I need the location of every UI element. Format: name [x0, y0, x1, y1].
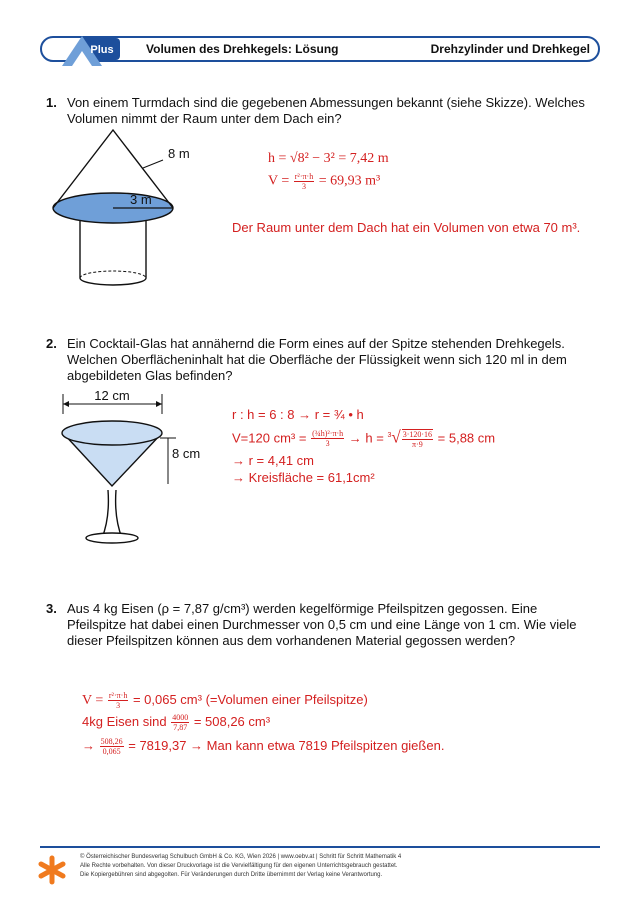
publisher-logo: [58, 34, 122, 68]
footer-divider: [40, 846, 600, 848]
answer-1: Der Raum unter dem Dach hat ein Volumen von etwa 70 m³.: [232, 220, 581, 235]
width-label: 12 cm: [94, 388, 130, 403]
cocktail-glass-sketch: [50, 388, 220, 548]
solution-1-volume: V = $\frac{\text{r²·π·h}}{3}$ = 69,93 m³: [268, 172, 381, 191]
question-number: 2.: [46, 336, 57, 351]
question-3-text: Aus 4 kg Eisen (ρ = 7,87 g/cm³) werden kegelförmige Pfeilspitzen gegossen. Eine Pfeilspitze hat dabei einen Durchmesser von 0,5 cm und eine Länge von 1 cm. Wie viele dieser Pfeilspitzen können aus dem vorhandenen Material gegossen werden?: [67, 601, 577, 648]
solution-3-volume: V = $\frac{\text{r²·π·h}}{3}$ = 0,065 cm³ (=Volumen einer Pfeilspitze): [82, 691, 368, 711]
question-1-text: Von einem Turmdach sind die gegebenen Abmessungen bekannt (siehe Skizze). Welches Volumen nimmt der Raum unter dem Dach ein?: [67, 95, 585, 126]
logo-text: Plus: [90, 44, 114, 56]
question-2-text: Ein Cocktail-Glas hat annähernd die Form eines auf der Spitze stehenden Drehkegels. Welchen Oberflächeninhalt hat die Oberfläche der Flüssigkeit wenn sich 120 ml in dem abgebildeten Glas befinden?: [67, 336, 567, 383]
slant-label: 8 m: [168, 146, 190, 161]
publisher-star-icon: [38, 855, 66, 885]
question-number: 3.: [46, 601, 57, 616]
height-label: 8 cm: [172, 446, 201, 461]
question-number: 1.: [46, 95, 57, 110]
page-title: Volumen des Drehkegels: Lösung: [146, 42, 339, 56]
solution-2-ratio: r : h = 6 : 8 → r = ¾ • h: [232, 407, 364, 422]
footer-copyright: © Österreichischer Bundesverlag Schulbuch GmbH & Co. KG, Wien 2026 | www.oebv.at | Schritt für Schritt Mathematik 4 Alle Rechte vorbehalten. Von dieser Druckvorlage ist die Vervielfältigung für den eigenen Unterrichtsgebrauch gestattet. Die Kopiergebühren sind abgegolten. Für Veränderungen durch Dritte übernimmt der Verlag keine Verantwortung.: [80, 854, 402, 878]
solution-2-volume: V=120 cm³ = $\frac{\text{(¾h)²·π·h}}{3}$ → h = $^3$√ $\frac{3\cdot 120\cdot 16}{\pi\cdot 9}$ = 5,88 cm: [232, 427, 496, 449]
radius-label: 3 m: [130, 192, 152, 207]
tower-sketch: [48, 128, 208, 288]
solution-3-count: → $\frac{508,26}{0,065}$ = 7819,37 → Man kann etwa 7819 Pfeilspitzen gießen.: [82, 737, 445, 757]
chapter-title: Drehzylinder und Drehkegel: [430, 42, 590, 56]
solution-1-height: h = √8² − 3² = 7,42 m: [268, 151, 389, 166]
solution-2-radius: → r = 4,41 cm: [232, 453, 314, 468]
solution-3-iron: 4kg Eisen sind $\frac{4000}{7,87}$ = 508,26 cm³: [82, 713, 271, 733]
solution-2-area: → Kreisfläche = 61,1cm²: [232, 470, 375, 485]
liquid-surface: [62, 421, 162, 445]
